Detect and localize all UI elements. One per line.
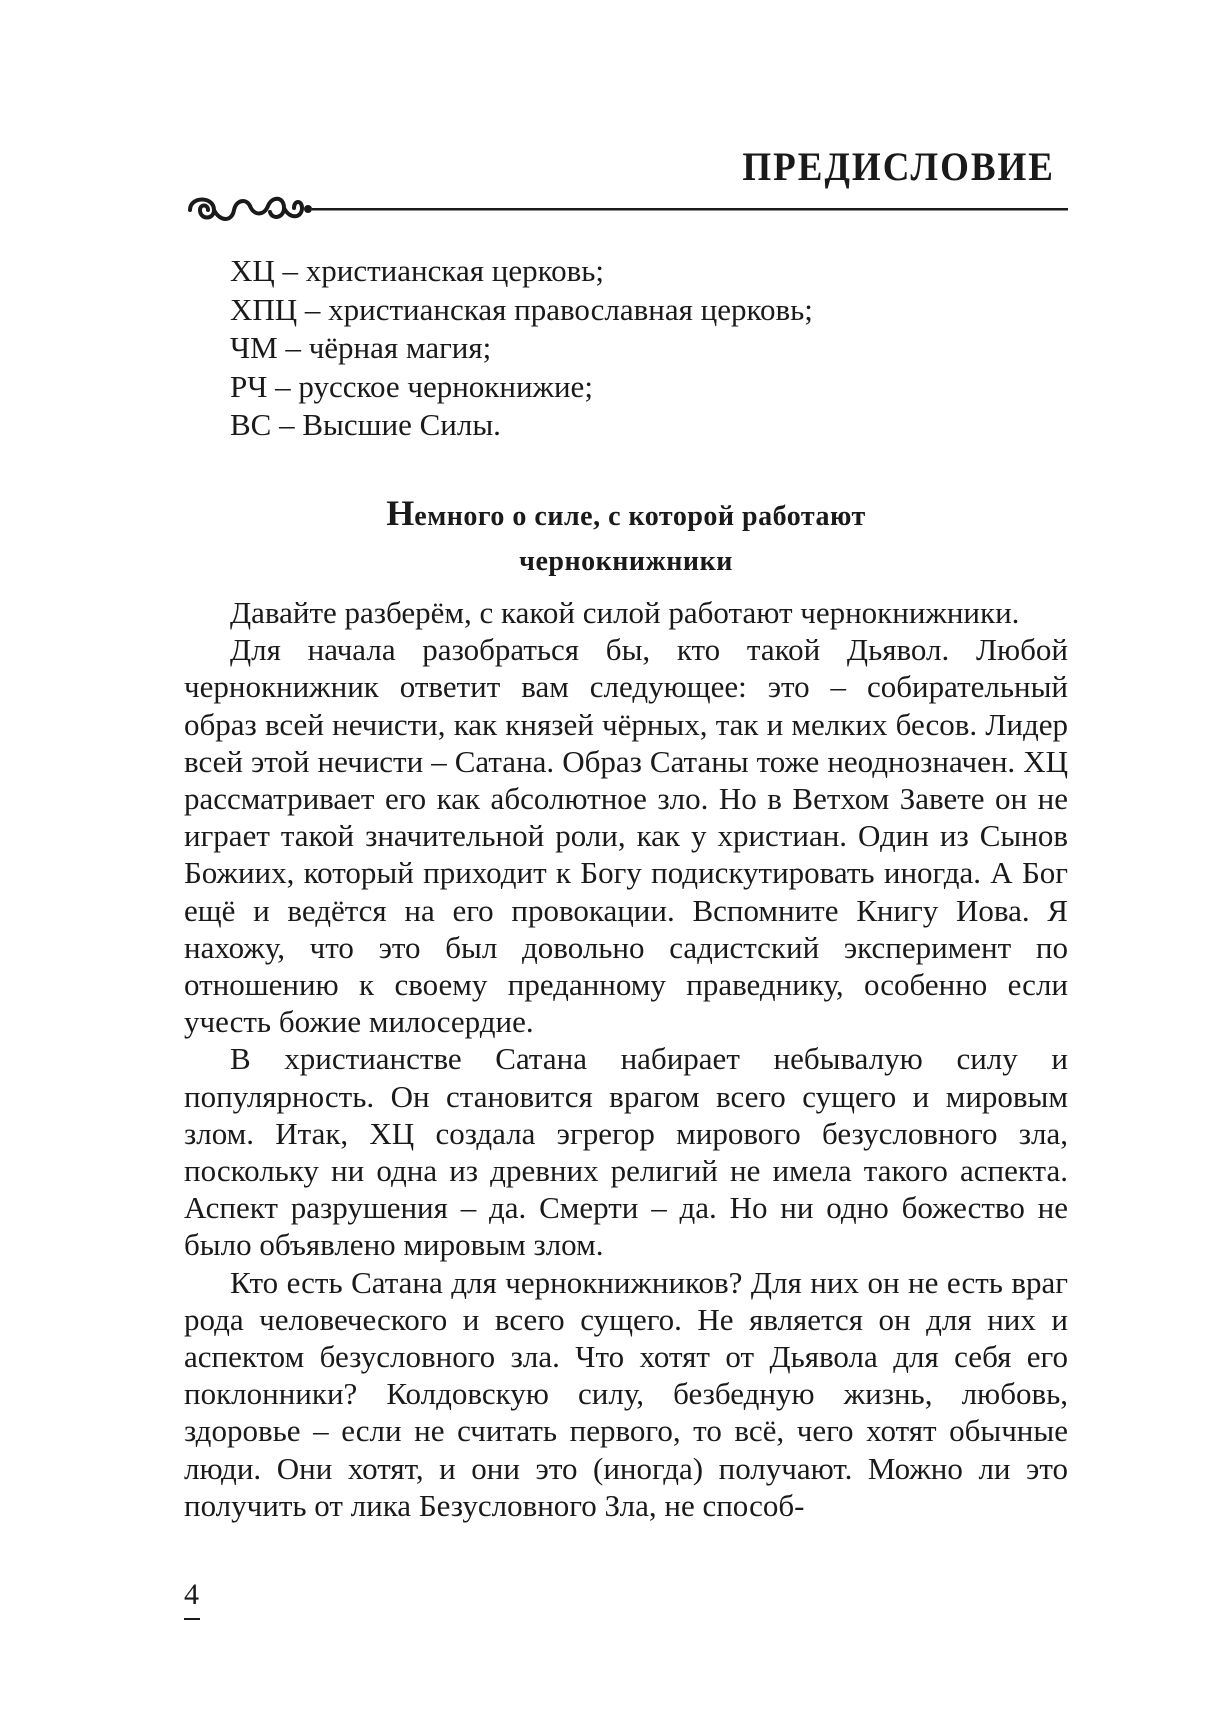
- body-text: [184, 594, 1068, 1524]
- abbreviation-list: [230, 252, 1070, 445]
- abbreviation-item: ЧМ – чёрная магия;: [230, 330, 492, 365]
- section-title-line2: чернокнижники: [519, 546, 733, 577]
- section-title: [184, 492, 1068, 583]
- paragraph: Кто есть Сатана для чернокнижников? Для них он не есть враг рода человеческого и всего сущего. Не является он для них и аспектом безусловного зла. Что хотят от Дьявола для себя его поклонники? Колдовскую силу, безбедную жизнь, любовь, здоровье – если не считать первого, то всё, чего хотят обычные люди. Они хотят, и они это (иногда) получают. Можно ли это получить от лика Безусловного Зла, не способ-: [184, 1264, 1068, 1523]
- paragraph: Давайте разберём, с какой силой работают чернокнижники.: [230, 595, 1020, 630]
- page-number-underline: [184, 1618, 200, 1620]
- ornament-divider-icon: [184, 188, 1068, 230]
- page-number: 4: [184, 1578, 199, 1611]
- abbreviation-item: РЧ – русское чернокнижие;: [230, 368, 593, 404]
- running-header-title: ПРЕДИСЛОВИЕ: [742, 145, 1055, 190]
- paragraph: В христианстве Сатана набирает небывалую силу и популярность. Он становится врагом всего сущего и мировым злом. Итак, ХЦ создала эгрегор мирового безусловного зла, поскольку ни одна из древних религий не имела такого аспекта. Аспект разрушения – да. Смерти – да. Но ни одно божество не было объявлено мировым злом.: [184, 1041, 1068, 1263]
- section-title-initial: Н: [386, 493, 415, 533]
- section-title-line1: емного о силе, с которой работают: [414, 501, 866, 532]
- paragraph: Для начала разобраться бы, кто такой Дьявол. Любой чернокнижник ответит вам следующее: это – собирательный образ всей нечисти, как князей чёрных, так и мелких бесов. Лидер всей этой нечисти – Сатана. Образ Сатаны тоже неоднозначен. ХЦ рассматривает его как абсолютное зло. Но в Ветхом Завете он не играет такой значительной роли, как у христиан. Один из Сынов Божиих, который приходит к Богу подискутировать иногда. А Бог ещё и ведётся на его провокации. Вспомните Книгу Иова. Я нахожу, что это был довольно садистский эксперимент по отношению к своему преданному праведнику, особенно если учесть божие милосердие.: [184, 632, 1068, 1040]
- abbreviation-item: ХПЦ – христианская православная церковь;: [230, 291, 813, 327]
- abbreviation-item: ВС – Высшие Силы.: [230, 407, 501, 442]
- abbreviation-item: ХЦ – христианская церковь;: [230, 253, 604, 288]
